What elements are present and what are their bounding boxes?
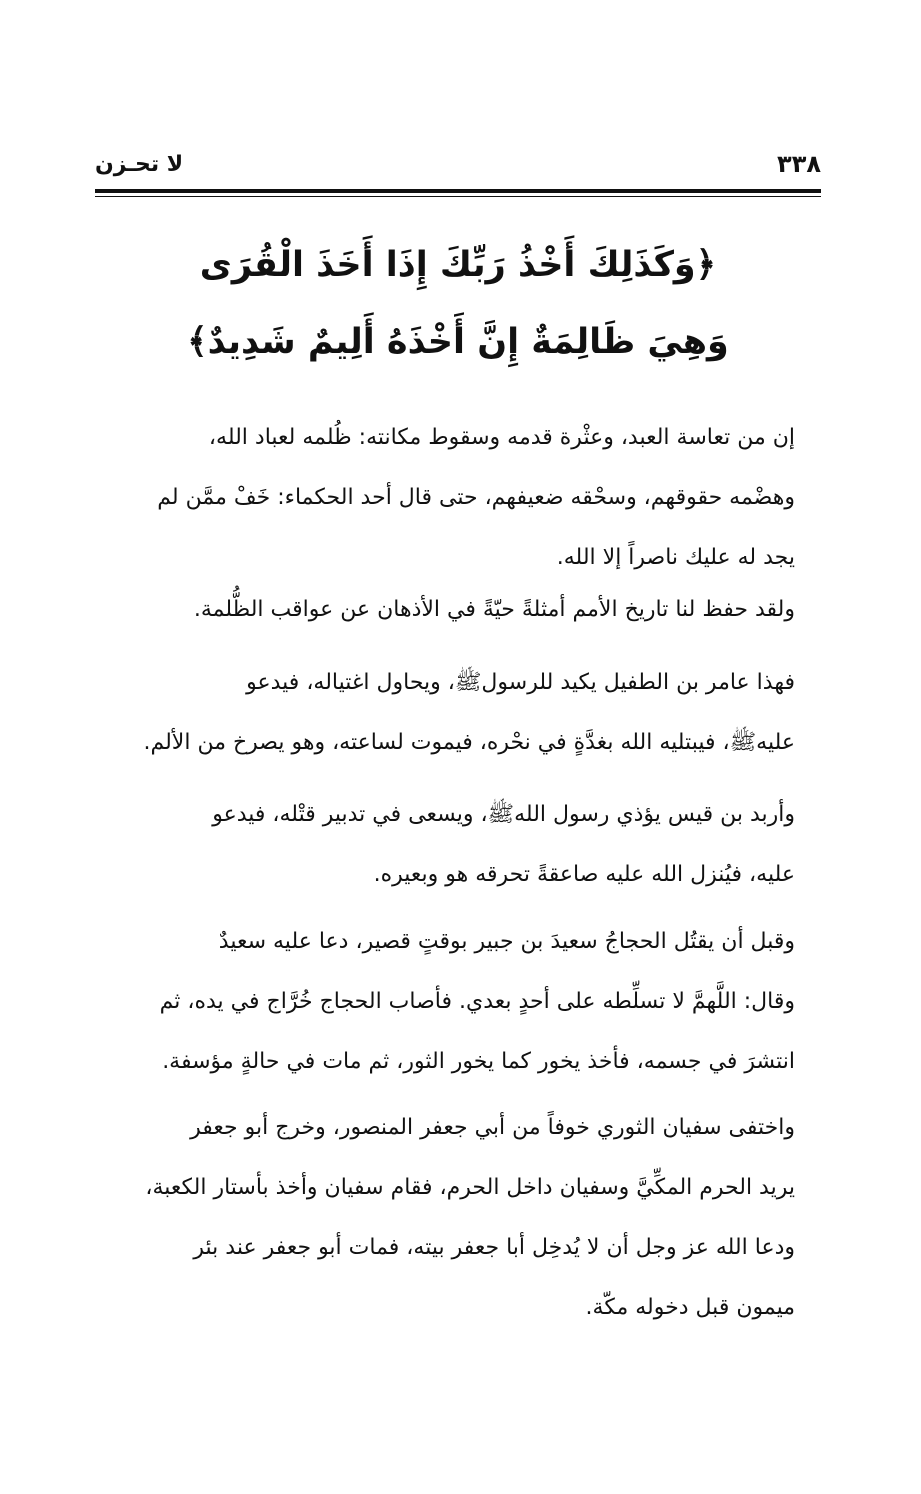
paragraph-6 [95, 1098, 821, 1338]
text-line: عليهﷺ، فيبتليه الله بغدَّةٍ في نحْره، فيموت لساعته، وهو يصرخ من الألم. [143, 730, 795, 755]
header-rule-thick [95, 189, 821, 193]
paragraph-4 [95, 785, 821, 905]
quran-verse-line-1: ﴿وَكَذَلِكَ أَخْذُ رَبِّكَ إِذَا أَخَذَ الْقُرَى [199, 245, 717, 285]
text-line: واختفى سفيان الثوري خوفاً من أبي جعفر المنصور، وخرج أبو جعفر [190, 1115, 795, 1140]
text-line: وأربد بن قيس يؤذي رسول اللهﷺ، ويسعى في تدبير قتْله، فيدعو [212, 802, 795, 827]
text-line: انتشرَ في جسمه، فأخذ يخور كما يخور الثور، ثم مات في حالةٍ مؤسفة. [162, 1049, 795, 1074]
text-line: ولقد حفظ لنا تاريخ الأمم أمثلةً حيّةً في الأذهان عن عواقب الظُّلمة. [193, 597, 795, 622]
text-line: يريد الحرم المكِّيَّ وسفيان داخل الحرم، فقام سفيان وأخذ بأستار الكعبة، [145, 1175, 795, 1200]
text-line: فهذا عامر بن الطفيل يكيد للرسولﷺ، ويحاول اغتياله، فيدعو [246, 670, 795, 695]
paragraph-2 [95, 580, 821, 640]
paragraph-1 [95, 408, 821, 588]
header-rule-thin [95, 196, 821, 197]
text-line: ودعا الله عز وجل أن لا يُدخِل أبا جعفر بيته، فمات أبو جعفر عند بئر [193, 1235, 795, 1260]
text-line: ميمون قبل دخوله مكّة. [585, 1295, 795, 1320]
quran-verse-line-2: وَهِيَ ظَالِمَةٌ إِنَّ أَخْذَهُ أَلِيمٌ شَدِيدٌ﴾ [187, 322, 729, 362]
text-line: وقبل أن يقتُل الحجاجُ سعيدَ بن جبير بوقتٍ قصير، دعا عليه سعيدٌ [218, 929, 795, 954]
paragraph-5 [95, 912, 821, 1092]
text-line: وقال: اللَّهمَّ لا تسلِّطه على أحدٍ بعدي. فأصاب الحجاج خُرَّاج في يده، ثم [159, 989, 795, 1014]
page-header [95, 150, 821, 180]
text-line: إن من تعاسة العبد، وعثْرة قدمه وسقوط مكانته: ظُلمه لعباد الله، [208, 425, 795, 450]
paragraph-3 [95, 653, 821, 773]
page-number: ٣٣٨ [777, 150, 821, 178]
text-line: وهضْمه حقوقهم، وسحْقه ضعيفهم، حتى قال أحد الحكماء: خَفْ ممَّن لم [157, 485, 795, 510]
book-title: لا تحـزن [95, 152, 184, 177]
text-line: يجد له عليك ناصراً إلا الله. [556, 545, 795, 570]
text-line: عليه، فيُنزل الله عليه صاعقةً تحرقه هو وبعيره. [373, 862, 795, 887]
